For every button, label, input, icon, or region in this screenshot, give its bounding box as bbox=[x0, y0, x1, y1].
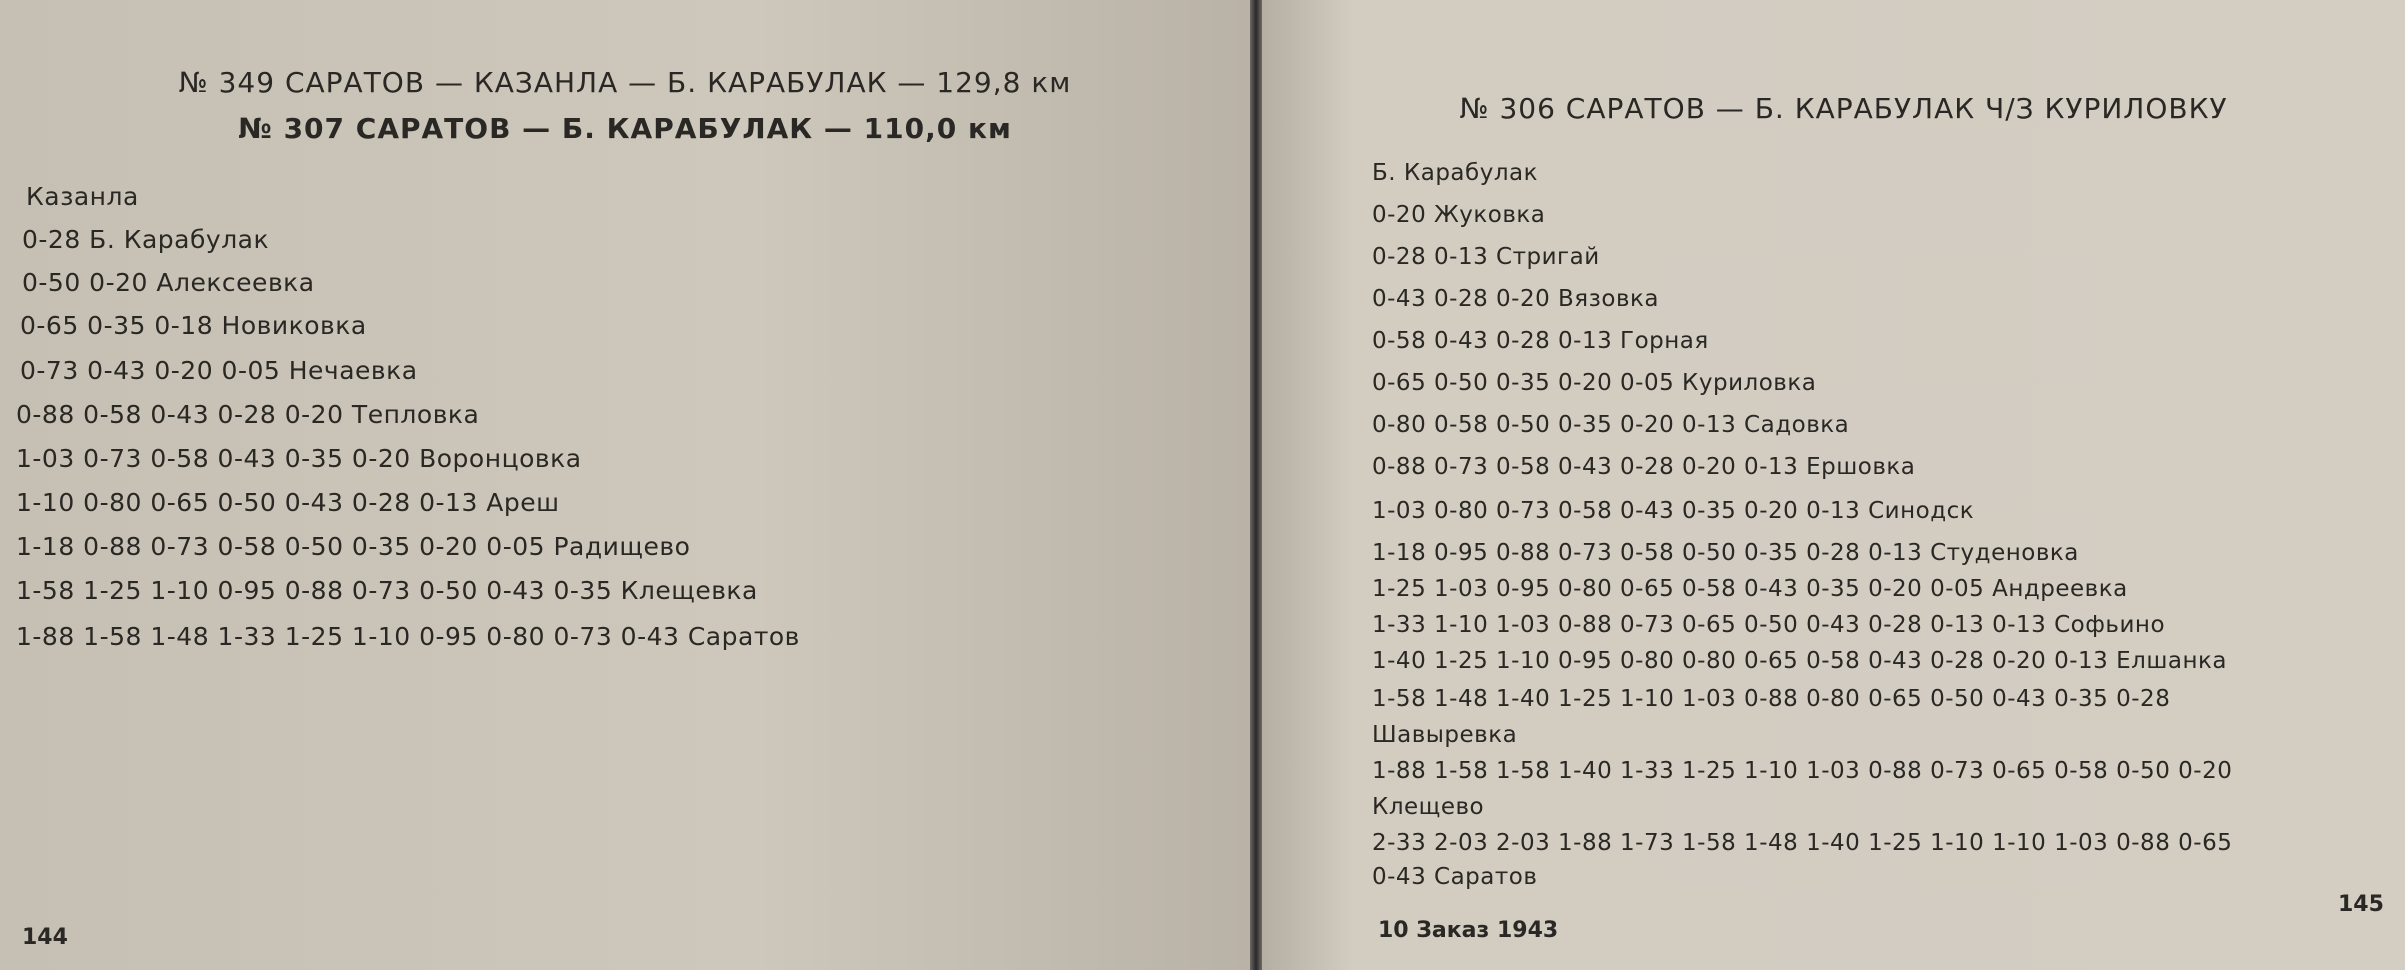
timetable-line: 0-43 0-28 0-20 Вязовка bbox=[1372, 286, 1659, 312]
page-number: 145 bbox=[2338, 892, 2384, 917]
timetable-line: 0-58 0-43 0-28 0-13 Горная bbox=[1372, 328, 1709, 354]
timetable-line: 1-33 1-10 1-03 0-88 0-73 0-65 0-50 0-43 0-28 0-13 0-13 Софьино bbox=[1372, 612, 2166, 638]
timetable-line: 1-88 1-58 1-48 1-33 1-25 1-10 0-95 0-80 0-73 0-43 Саратов bbox=[16, 622, 800, 651]
timetable-line: 1-25 1-03 0-95 0-80 0-65 0-58 0-43 0-35 0-20 0-05 Андреевка bbox=[1372, 576, 2128, 602]
timetable-line: 0-20 Жуковка bbox=[1372, 202, 1546, 228]
timetable-line: 1-03 0-73 0-58 0-43 0-35 0-20 Воронцовка bbox=[16, 444, 582, 473]
route-title-306: № 306 САРАТОВ — Б. КАРАБУЛАК Ч/З КУРИЛОВКУ bbox=[1459, 92, 2228, 125]
timetable-line: 1-40 1-25 1-10 0-95 0-80 0-80 0-65 0-58 0-43 0-28 0-20 0-13 Елшанка bbox=[1372, 648, 2228, 674]
timetable-line: 0-73 0-43 0-20 0-05 Нечаевка bbox=[20, 356, 418, 385]
timetable-line: 1-18 0-88 0-73 0-58 0-50 0-35 0-20 0-05 Радищево bbox=[16, 532, 691, 561]
route-title-349: № 349 САРАТОВ — КАЗАНЛА — Б. КАРАБУЛАК — 129,8 км bbox=[178, 66, 1072, 99]
timetable-line: 0-50 0-20 Алексеевка bbox=[22, 268, 315, 297]
timetable-line: 1-18 0-95 0-88 0-73 0-58 0-50 0-35 0-28 0-13 Студеновка bbox=[1372, 540, 2079, 566]
timetable-line: 1-03 0-80 0-73 0-58 0-43 0-35 0-20 0-13 Синодск bbox=[1372, 498, 1975, 524]
timetable-line: 2-33 2-03 2-03 1-88 1-73 1-58 1-48 1-40 1-25 1-10 1-10 1-03 0-88 0-65 bbox=[1372, 830, 2233, 856]
timetable-line: 0-65 0-50 0-35 0-20 0-05 Куриловка bbox=[1372, 370, 1817, 396]
timetable-line: 1-58 1-48 1-40 1-25 1-10 1-03 0-88 0-80 0-65 0-50 0-43 0-35 0-28 bbox=[1372, 686, 2171, 712]
timetable-line: 0-88 0-58 0-43 0-28 0-20 Тепловка bbox=[16, 400, 480, 429]
timetable-line: 1-58 1-25 1-10 0-95 0-88 0-73 0-50 0-43 0-35 Клещевка bbox=[16, 576, 758, 605]
print-order-note: 10 Заказ 1943 bbox=[1378, 918, 1559, 943]
timetable-line: Казанла bbox=[26, 182, 139, 211]
page-number: 144 bbox=[22, 925, 68, 950]
timetable-line: 0-80 0-58 0-50 0-35 0-20 0-13 Садовка bbox=[1372, 412, 1850, 438]
timetable-line: 1-10 0-80 0-65 0-50 0-43 0-28 0-13 Ареш bbox=[16, 488, 560, 517]
timetable-line: 0-28 0-13 Стригай bbox=[1372, 244, 1600, 270]
timetable-line: 0-28 Б. Карабулак bbox=[22, 225, 270, 254]
timetable-line: 0-65 0-35 0-18 Новиковка bbox=[20, 311, 367, 340]
timetable-line: 0-88 0-73 0-58 0-43 0-28 0-20 0-13 Ершовка bbox=[1372, 454, 1916, 480]
book-gutter bbox=[1250, 0, 1262, 970]
right-page bbox=[1262, 0, 2405, 970]
timetable-line: Б. Карабулак bbox=[1372, 160, 1539, 186]
timetable-line: 0-43 Саратов bbox=[1372, 864, 1538, 890]
route-title-307: № 307 САРАТОВ — Б. КАРАБУЛАК — 110,0 км bbox=[238, 112, 1012, 145]
timetable-line: Шавыревка bbox=[1372, 722, 1518, 748]
timetable-line: 1-88 1-58 1-58 1-40 1-33 1-25 1-10 1-03 0-88 0-73 0-65 0-58 0-50 0-20 bbox=[1372, 758, 2233, 784]
timetable-line: Клещево bbox=[1372, 794, 1485, 820]
